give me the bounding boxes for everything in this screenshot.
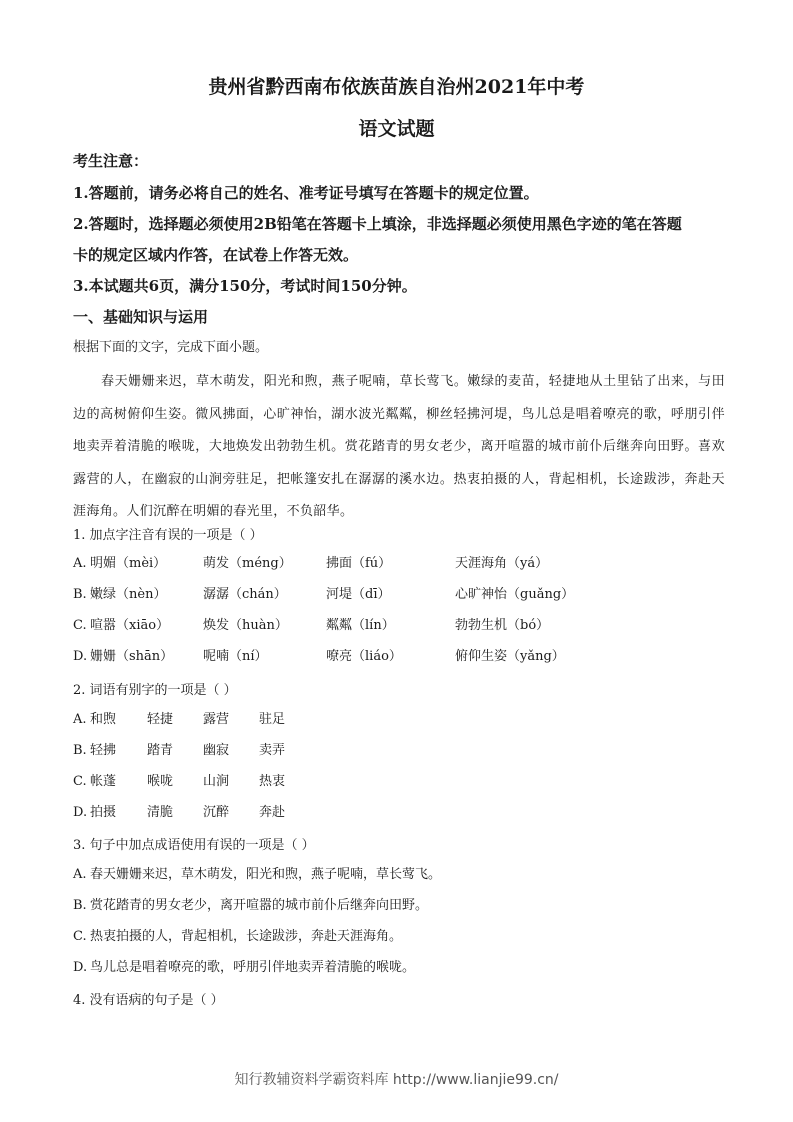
exam-title: 贵州省黔西南布依族苗族自治州2021年中考: [208, 76, 585, 98]
notice-heading: 考生注意：: [73, 152, 149, 170]
option-label: C.: [73, 774, 87, 789]
option-word: 卖弄: [259, 743, 286, 758]
option-word: 俯仰生姿（yǎng）: [455, 649, 565, 664]
option-word: 山涧: [203, 774, 230, 789]
option-label: B.: [73, 898, 87, 913]
option-label: D.: [73, 960, 88, 975]
option-word: 清脆: [147, 805, 174, 820]
option-word: 拂面（fú）: [326, 556, 392, 571]
option-word: 和煦: [90, 712, 117, 727]
notice-item-2-line-1: 2.答题时，选择题必须使用2B铅笔在答题卡上填涂，非选择题必须使用黑色字迹的笔在答题: [73, 215, 682, 233]
option-label: A.: [73, 867, 87, 882]
option-word: 奔赴: [259, 805, 286, 820]
section-intro: 根据下面的文字，完成下面小题。: [73, 340, 269, 355]
question-1-stem: 1. 加点字注音有误的一项是（ ）: [73, 528, 263, 543]
option-label: D.: [73, 805, 88, 820]
question-2-stem: 2. 词语有别字的一项是（ ）: [73, 683, 237, 698]
option-label: A.: [73, 712, 87, 727]
option-label: B.: [73, 743, 87, 758]
question-4-stem: 4. 没有语病的句子是（ ）: [73, 993, 224, 1008]
option-word: 幽寂: [203, 743, 230, 758]
option-label: D.: [73, 649, 88, 664]
option-word: 粼粼（lín）: [326, 618, 395, 633]
notice-item-2: [73, 209, 733, 271]
option-word: 天涯海角（yá）: [455, 556, 549, 571]
exam-subtitle: 语文试题: [358, 118, 435, 140]
option-word: 心旷神怡（guǎng）: [455, 587, 575, 602]
notice-item-1: 1.答题前，请务必将自己的姓名、准考证号填写在答题卡的规定位置。: [73, 184, 539, 202]
notice-item-2-line-2: 卡的规定区域内作答，在试卷上作答无效。: [73, 246, 359, 264]
option-sentence: 热衷拍摄的人，背起相机，长途跋涉，奔赴天涯海角。: [90, 929, 403, 944]
option-sentence: 赏花踏青的男女老少，离开喧嚣的城市前仆后继奔向田野。: [90, 898, 429, 913]
option-label: C.: [73, 929, 87, 944]
question-3-stem: 3. 句子中加点成语使用有误的一项是（ ）: [73, 838, 315, 853]
option-word: 露营: [203, 712, 230, 727]
option-word: 拍摄: [90, 805, 117, 820]
notice-item-3: 3.本试题共6页，满分150分，考试时间150分钟。: [73, 277, 417, 295]
option-word: 热衷: [259, 774, 286, 789]
option-label: A.: [73, 556, 87, 571]
footer-watermark-text: 知行教辅资料学霸资料库 http://www.lianjie99.cn/: [234, 1072, 559, 1088]
reading-passage: 春天姗姗来迟，草木萌发，阳光和煦，燕子呢喃，草长莺飞。嫩绿的麦苗，轻捷地从土里钻了出来，与田边的高树俯仰生姿。微风拂面，心旷神怡，湖水波光粼粼，柳丝轻拂河堤，鸟儿总是唱着嘹亮的歌，呼朋引伴地卖弄着清脆的喉咙，大地焕发出勃勃生机。赏花踏青的男女老少，离开喧嚣的城市前仆后继奔向田野。喜欢露营的人，在幽寂的山涧旁驻足，把帐篷安扎在潺潺的溪水边。热衷拍摄的人，背起相机，长途跋涉，奔赴天涯海角。人们沉醉在明媚的春光里，不负韶华。: [73, 374, 725, 519]
option-word: 明媚（mèi）: [90, 556, 167, 571]
option-word: 喉咙: [147, 774, 174, 789]
option-word: 勃勃生机（bó）: [455, 618, 550, 633]
option-word: 焕发（huàn）: [203, 618, 288, 633]
option-label: B.: [73, 587, 87, 602]
option-word: 轻拂: [90, 743, 117, 758]
option-word: 嫩绿（nèn）: [90, 587, 167, 602]
option-word: 帐蓬: [90, 774, 117, 789]
option-word: 踏青: [147, 743, 174, 758]
option-word: 姗姗（shān）: [90, 649, 174, 664]
option-word: 潺潺（chán）: [203, 587, 287, 602]
section-title: 一、基础知识与运用: [73, 308, 209, 326]
option-word: 河堤（dī）: [326, 587, 391, 602]
option-word: 沉醉: [203, 805, 230, 820]
option-word: 驻足: [259, 712, 286, 727]
option-word: 萌发（méng）: [203, 556, 292, 571]
option-word: 嘹亮（liáo）: [326, 649, 402, 664]
option-word: 呢喃（ní）: [203, 649, 268, 664]
option-sentence: 鸟儿总是唱着嘹亮的歌，呼朋引伴地卖弄着清脆的喉咙。: [90, 960, 416, 975]
option-label: C.: [73, 618, 87, 633]
option-word: 喧嚣（xiāo）: [90, 618, 170, 633]
option-sentence: 春天姗姗来迟，草木萌发，阳光和煦，燕子呢喃，草长莺飞。: [90, 867, 442, 882]
option-word: 轻捷: [147, 712, 174, 727]
